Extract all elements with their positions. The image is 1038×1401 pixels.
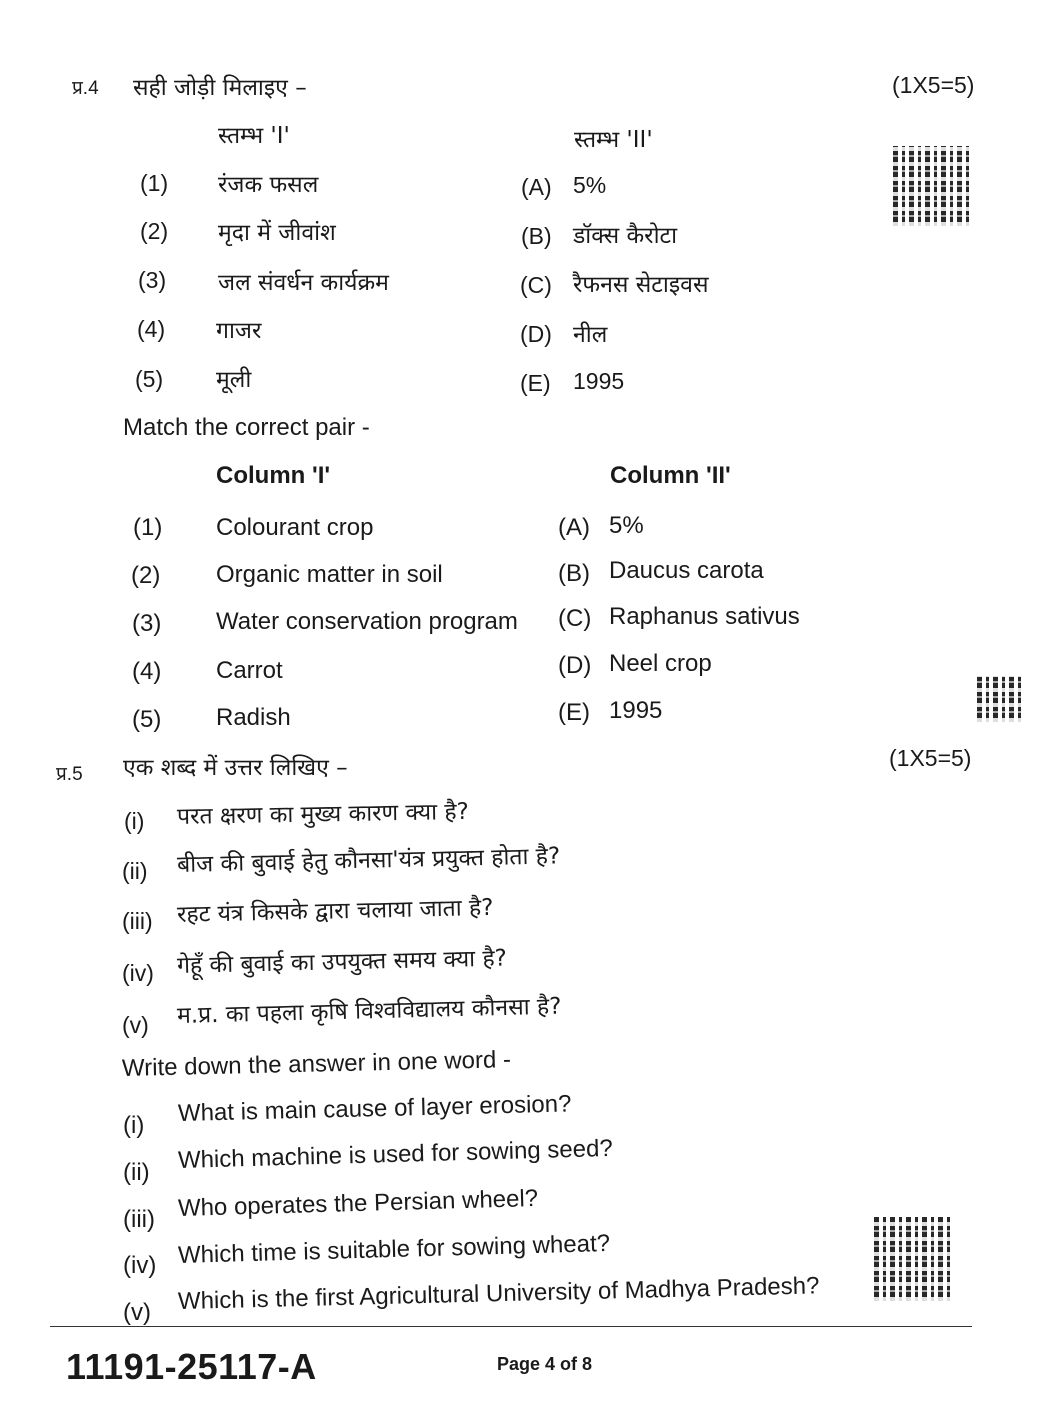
list-item-number: (i) <box>123 1112 145 1139</box>
list-item-number: (3) <box>138 267 167 293</box>
list-item: Who operates the Persian wheel? <box>177 1184 539 1222</box>
list-item: गेहूँ की बुवाई का उपयुक्त समय क्या है? <box>176 945 508 979</box>
list-item: Radish <box>216 704 291 731</box>
paper-code: 11191-25117-A <box>66 1346 317 1387</box>
list-item: Water conservation program <box>216 608 518 635</box>
list-item-number: (1) <box>133 514 163 541</box>
list-item: 5% <box>573 172 607 198</box>
list-item-number: (4) <box>137 316 166 342</box>
list-item: परत क्षरण का मुख्य कारण क्या है? <box>176 798 470 830</box>
list-item-number: (4) <box>132 658 162 685</box>
q4-col2-header-english: Column 'II' <box>610 462 731 489</box>
list-item-letter: (E) <box>520 370 551 396</box>
q5-title-english: Write down the answer in one word - <box>121 1046 512 1082</box>
list-item: Which machine is used for sowing seed? <box>177 1134 614 1174</box>
list-item: रैफनस सेटाइवस <box>573 272 709 298</box>
q4-col1-header-english: Column 'I' <box>216 462 331 489</box>
q5-marks: (1X5=5) <box>889 745 972 771</box>
list-item: नील <box>573 322 608 348</box>
list-item-number: (1) <box>140 170 169 196</box>
list-item-letter: (B) <box>558 560 590 587</box>
qr-code <box>893 146 969 226</box>
list-item: डॉक्स कैरोटा <box>573 223 678 249</box>
list-item: मूली <box>216 367 252 393</box>
q4-col2-header-hindi: स्तम्भ 'II' <box>574 127 653 153</box>
list-item: 1995 <box>609 697 663 724</box>
list-item-letter: (B) <box>521 223 552 249</box>
list-item-letter: (C) <box>520 272 552 298</box>
list-item: गाजर <box>216 318 262 344</box>
list-item: What is main cause of layer erosion? <box>177 1090 572 1127</box>
list-item-letter: (A) <box>558 514 590 541</box>
list-item-number: (3) <box>132 610 162 637</box>
list-item-number: (5) <box>135 366 164 392</box>
list-item-letter: (C) <box>558 605 592 632</box>
list-item: रंजक फसल <box>218 172 319 198</box>
q4-title-hindi: सही जोड़ी मिलाइए – <box>133 75 307 101</box>
list-item-number: (2) <box>140 218 169 244</box>
list-item: Daucus carota <box>609 557 764 584</box>
list-item-letter: (D) <box>558 652 592 679</box>
qr-code-small <box>977 676 1025 722</box>
list-item: 1995 <box>573 368 625 394</box>
list-item-number: (iii) <box>122 908 153 934</box>
q5-title-hindi: एक शब्द में उत्तर लिखिए – <box>123 755 348 781</box>
q4-number: प्र.4 <box>72 78 99 99</box>
list-item: 5% <box>609 512 644 539</box>
list-item-number: (iii) <box>123 1206 155 1233</box>
footer-divider <box>50 1326 972 1327</box>
list-item: Which time is suitable for sowing wheat? <box>177 1229 611 1269</box>
list-item: Which is the first Agricultural University of Madhya Pradesh? <box>177 1272 820 1315</box>
page-number: Page 4 of 8 <box>497 1354 593 1374</box>
list-item-number: (5) <box>132 706 162 733</box>
list-item-number: (v) <box>122 1012 149 1038</box>
list-item: Organic matter in soil <box>216 561 443 588</box>
list-item: Colourant crop <box>216 514 374 541</box>
q4-title-english: Match the correct pair - <box>123 414 370 441</box>
list-item: मृदा में जीवांश <box>218 220 336 246</box>
list-item: म.प्र. का पहला कृषि विश्वविद्यालय कौनसा है? <box>176 993 562 1029</box>
list-item-number: (2) <box>131 562 161 589</box>
list-item: Carrot <box>216 657 283 684</box>
q5-number: प्र.5 <box>56 764 83 785</box>
list-item-number: (v) <box>123 1299 151 1326</box>
list-item-number: (ii) <box>122 858 148 884</box>
list-item-number: (ii) <box>123 1159 150 1186</box>
list-item: Raphanus sativus <box>609 603 800 630</box>
qr-code-bottom <box>874 1217 950 1301</box>
list-item-letter: (D) <box>520 321 552 347</box>
list-item-letter: (A) <box>521 174 552 200</box>
list-item-number: (i) <box>124 808 145 834</box>
list-item: जल संवर्धन कार्यक्रम <box>218 270 389 296</box>
list-item: रहट यंत्र किसके द्वारा चलाया जाता है? <box>176 894 494 928</box>
q4-col1-header-hindi: स्तम्भ 'I' <box>218 123 290 149</box>
list-item-letter: (E) <box>558 699 590 726</box>
list-item: बीज की बुवाई हेतु कौनसा'यंत्र प्रयुक्त होता है? <box>176 843 561 878</box>
list-item: Neel crop <box>609 650 712 677</box>
q4-marks: (1X5=5) <box>892 72 975 98</box>
list-item-number: (iv) <box>123 1252 157 1279</box>
list-item-number: (iv) <box>122 960 154 986</box>
